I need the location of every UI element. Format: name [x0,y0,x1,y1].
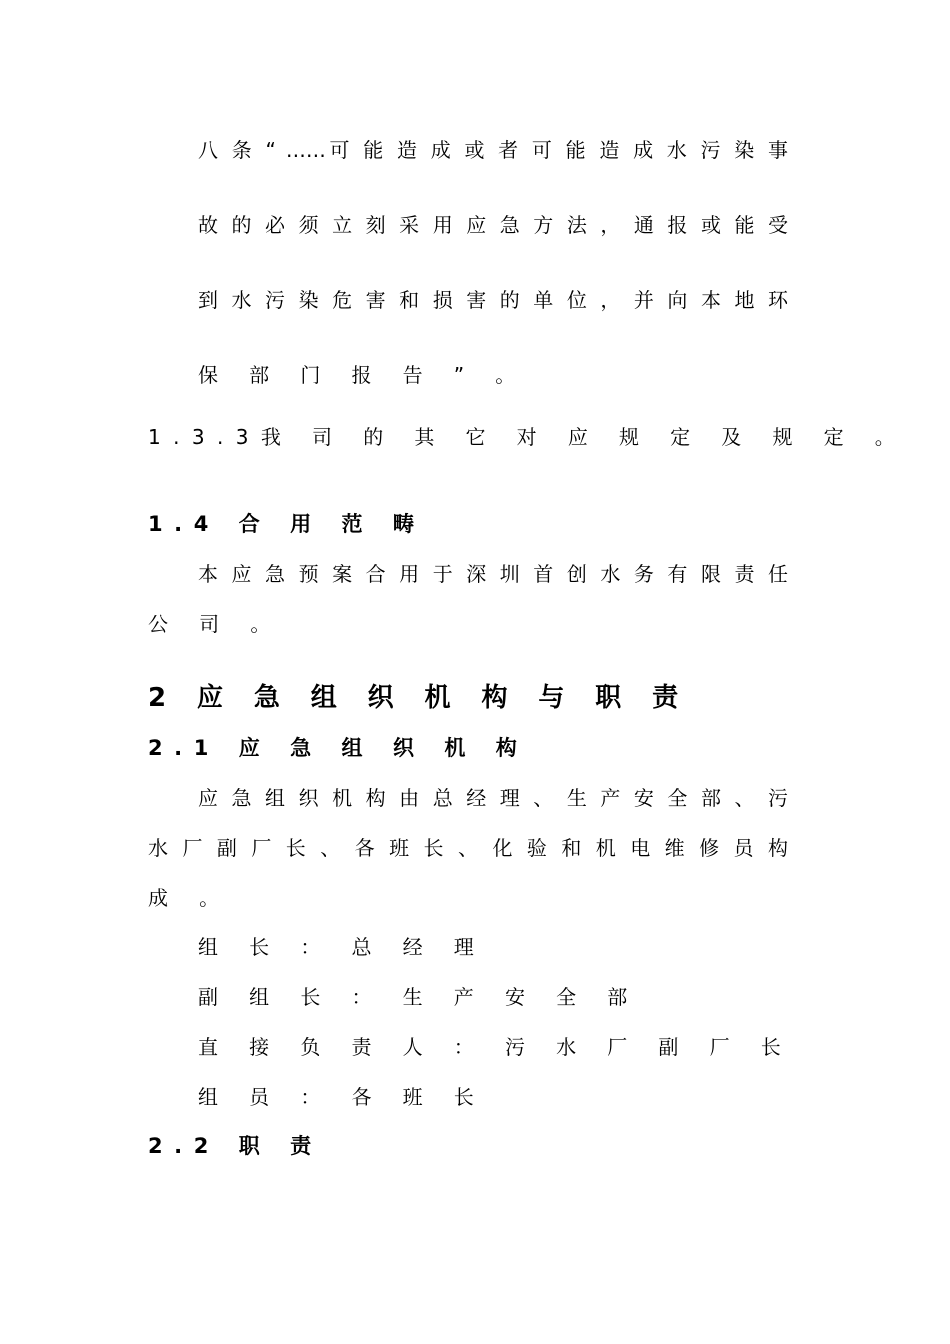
org-line-1: 应 急 组 织 机 构 由 总 经 理 、 生 产 安 全 部 、 污 [198,786,788,810]
role-members: 组 员 ： 各 班 长 [198,1085,487,1109]
section-heading-2-1: 2.1 应 急 组 织 机 构 [148,736,529,760]
org-line-2: 水 厂 副 厂 长 、 各 班 长 、 化 验 和 机 电 维 修 员 构 [148,836,788,860]
quote-line-2: 故 的 必 须 立 刻 采 用 应 急 方 法 ， 通 报 或 能 受 [198,213,788,237]
org-line-3: 成 。 [148,886,232,910]
section-heading-1-4: 1.4 合 用 范 畴 [148,512,426,536]
quote-line-1: 八 条 “ ……可 能 造 成 或 者 可 能 造 成 水 污 染 事 [198,138,788,162]
role-deputy-leader: 副 组 长 ： 生 产 安 全 部 [198,985,640,1009]
item-1-3-3: 1.3.3我 司 的 其 它 对 应 规 定 及 规 定 。 [148,425,908,449]
quote-line-4: 保 部 门 报 告 ” 。 [198,363,528,387]
quote-line-3: 到 水 污 染 危 害 和 损 害 的 单 位 ， 并 向 本 地 环 [198,288,788,312]
role-direct-responsible: 直 接 负 责 人 ： 污 水 厂 副 厂 长 [198,1035,794,1059]
role-leader: 组 长 ： 总 经 理 [198,935,487,959]
section-heading-2-2: 2.2 职 责 [148,1134,323,1158]
chapter-heading-2: 2 应 急 组 织 机 构 与 职 责 [148,683,690,713]
scope-line-1: 本 应 急 预 案 合 用 于 深 圳 首 创 水 务 有 限 责 任 [198,562,788,586]
scope-line-2: 公 司 。 [148,612,283,636]
